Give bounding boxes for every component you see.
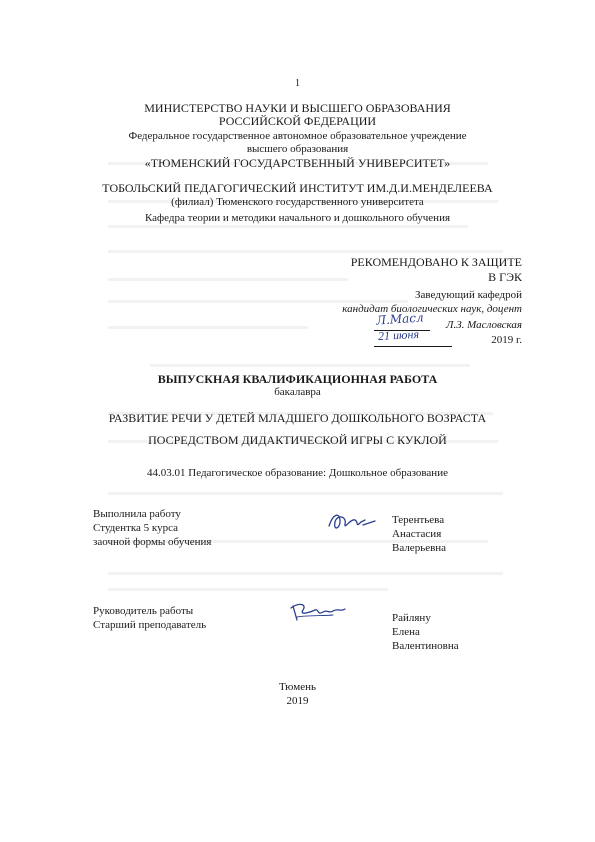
head-signature: Л.Масл <box>375 310 425 328</box>
student-label-3: заочной формы обучения <box>93 536 212 548</box>
department-line: Кафедра теории и методики начального и дошкольного обучения <box>144 212 451 224</box>
ministry-line-2: РОССИЙСКОЙ ФЕДЕРАЦИИ <box>218 114 377 128</box>
head-name: Л.З. Масловская <box>446 319 522 331</box>
work-type: ВЫПУСКНАЯ КВАЛИФИКАЦИОННАЯ РАБОТА <box>157 372 438 386</box>
university-name: «ТЮМЕНСКИЙ ГОСУДАРСТВЕННЫЙ УНИВЕРСИТЕТ» <box>144 156 451 170</box>
page-number: 1 <box>295 78 300 89</box>
year: 2019 <box>286 695 309 707</box>
branch-line: (филиал) Тюменского государственного университета <box>171 196 424 208</box>
supervisor-label-1: Руководитель работы <box>93 605 194 617</box>
student-label-2: Студентка 5 курса <box>93 522 178 534</box>
degree-label: бакалавра <box>274 386 321 398</box>
student-patronymic: Валерьевна <box>392 542 447 554</box>
thesis-title-line-2: ПОСРЕДСТВОМ ДИДАКТИЧЕСКОЙ ИГРЫ С КУКЛОЙ <box>148 433 447 447</box>
institution-line-1: Федеральное государственное автономное образовательное учреждение <box>128 130 467 142</box>
student-surname: Терентьева <box>392 514 445 526</box>
institution-line-2: высшего образования <box>246 143 349 155</box>
date-year: 2019 г. <box>491 334 522 346</box>
supervisor-label-2: Старший преподаватель <box>93 619 207 631</box>
institute-name: ТОБОЛЬСКИЙ ПЕДАГОГИЧЕСКИЙ ИНСТИТУТ ИМ.Д.И.МЕНДЕЛЕЕВА <box>102 181 493 195</box>
thesis-title-line-1: РАЗВИТИЕ РЕЧИ У ДЕТЕЙ МЛАДШЕГО ДОШКОЛЬНОГО ВОЗРАСТА <box>108 411 487 425</box>
student-label-1: Выполнила работу <box>93 508 181 520</box>
city: Тюмень <box>279 681 316 693</box>
student-signature-icon <box>325 508 377 536</box>
supervisor-signature-icon <box>287 600 351 624</box>
approval-commission: В ГЭК <box>488 270 522 284</box>
student-first-name: Анастасия <box>392 528 442 540</box>
supervisor-surname: Райляну <box>392 612 431 624</box>
head-title: Заведующий кафедрой <box>415 289 522 301</box>
date-handwritten: 21 июня <box>377 326 420 344</box>
supervisor-first-name: Елена <box>392 626 420 638</box>
head-degree: кандидат биологических наук, доцент <box>342 303 522 315</box>
ministry-line-1: МИНИСТЕРСТВО НАУКИ И ВЫСШЕГО ОБРАЗОВАНИЯ <box>144 101 451 115</box>
specialty: 44.03.01 Педагогическое образование: Дошкольное образование <box>147 467 448 479</box>
supervisor-patronymic: Валентиновна <box>392 640 459 652</box>
approval-heading: РЕКОМЕНДОВАНО К ЗАЩИТЕ <box>350 255 522 269</box>
